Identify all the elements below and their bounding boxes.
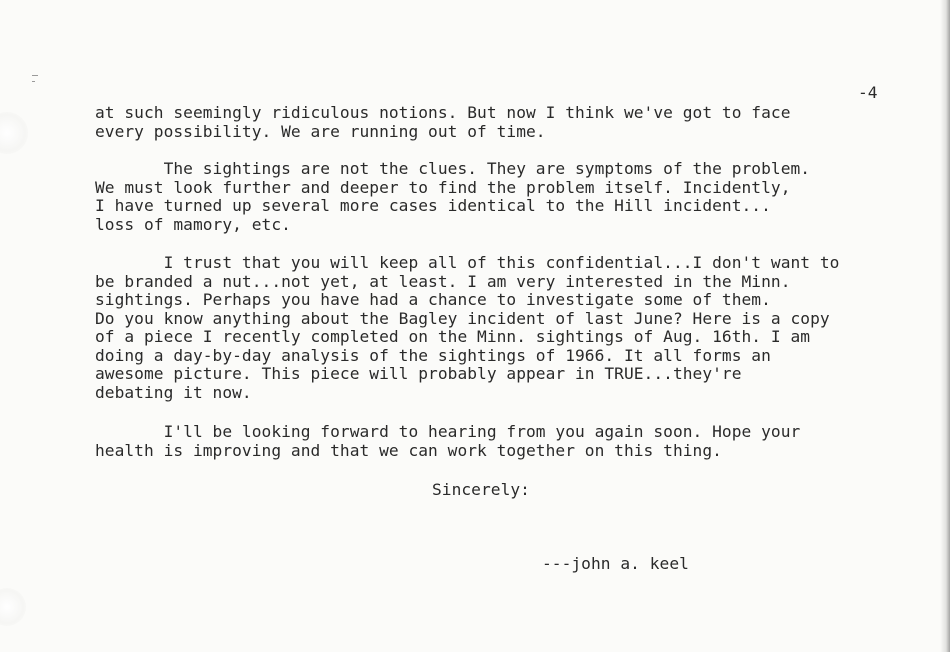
paragraph: The sightings are not the clues. They are symptoms of the problem. We must look further and deeper to find the problem itself. Incidently, I have turned up several more cases identical to the Hill incident... loss of mamory, etc.	[95, 159, 811, 234]
punch-hole-bottom	[0, 588, 26, 626]
paragraph: I trust that you will keep all of this confidential...I don't want to be branded a nut...not yet, at least. I am very interested in the Minn. sightings. Perhaps you have had a chance to investigate some of them. Do you know anything about the Bagley incident of last June? Here is a copy of a piece I recently completed on the Minn. sightings of Aug. 16th. I am doing a day-by-day analysis of the sightings of 1966. It all forms an awesome picture. This piece will probably appear in TRUE...they're debating it now.	[95, 253, 840, 402]
page-number: -4	[858, 83, 878, 102]
paragraph: I'll be looking forward to hearing from you again soon. Hope your health is improving and that we can work together on this thing.	[95, 422, 801, 460]
margin-mark	[32, 75, 38, 76]
punch-hole-top	[0, 112, 28, 154]
paragraph: at such seemingly ridiculous notions. But now I think we've got to face every possibility. We are running out of time.	[95, 103, 791, 141]
margin-mark	[32, 81, 35, 82]
letter-signature: ---john a. keel	[542, 554, 689, 573]
page-edge-shadow	[940, 0, 950, 652]
letter-closing: Sincerely:	[432, 480, 530, 499]
